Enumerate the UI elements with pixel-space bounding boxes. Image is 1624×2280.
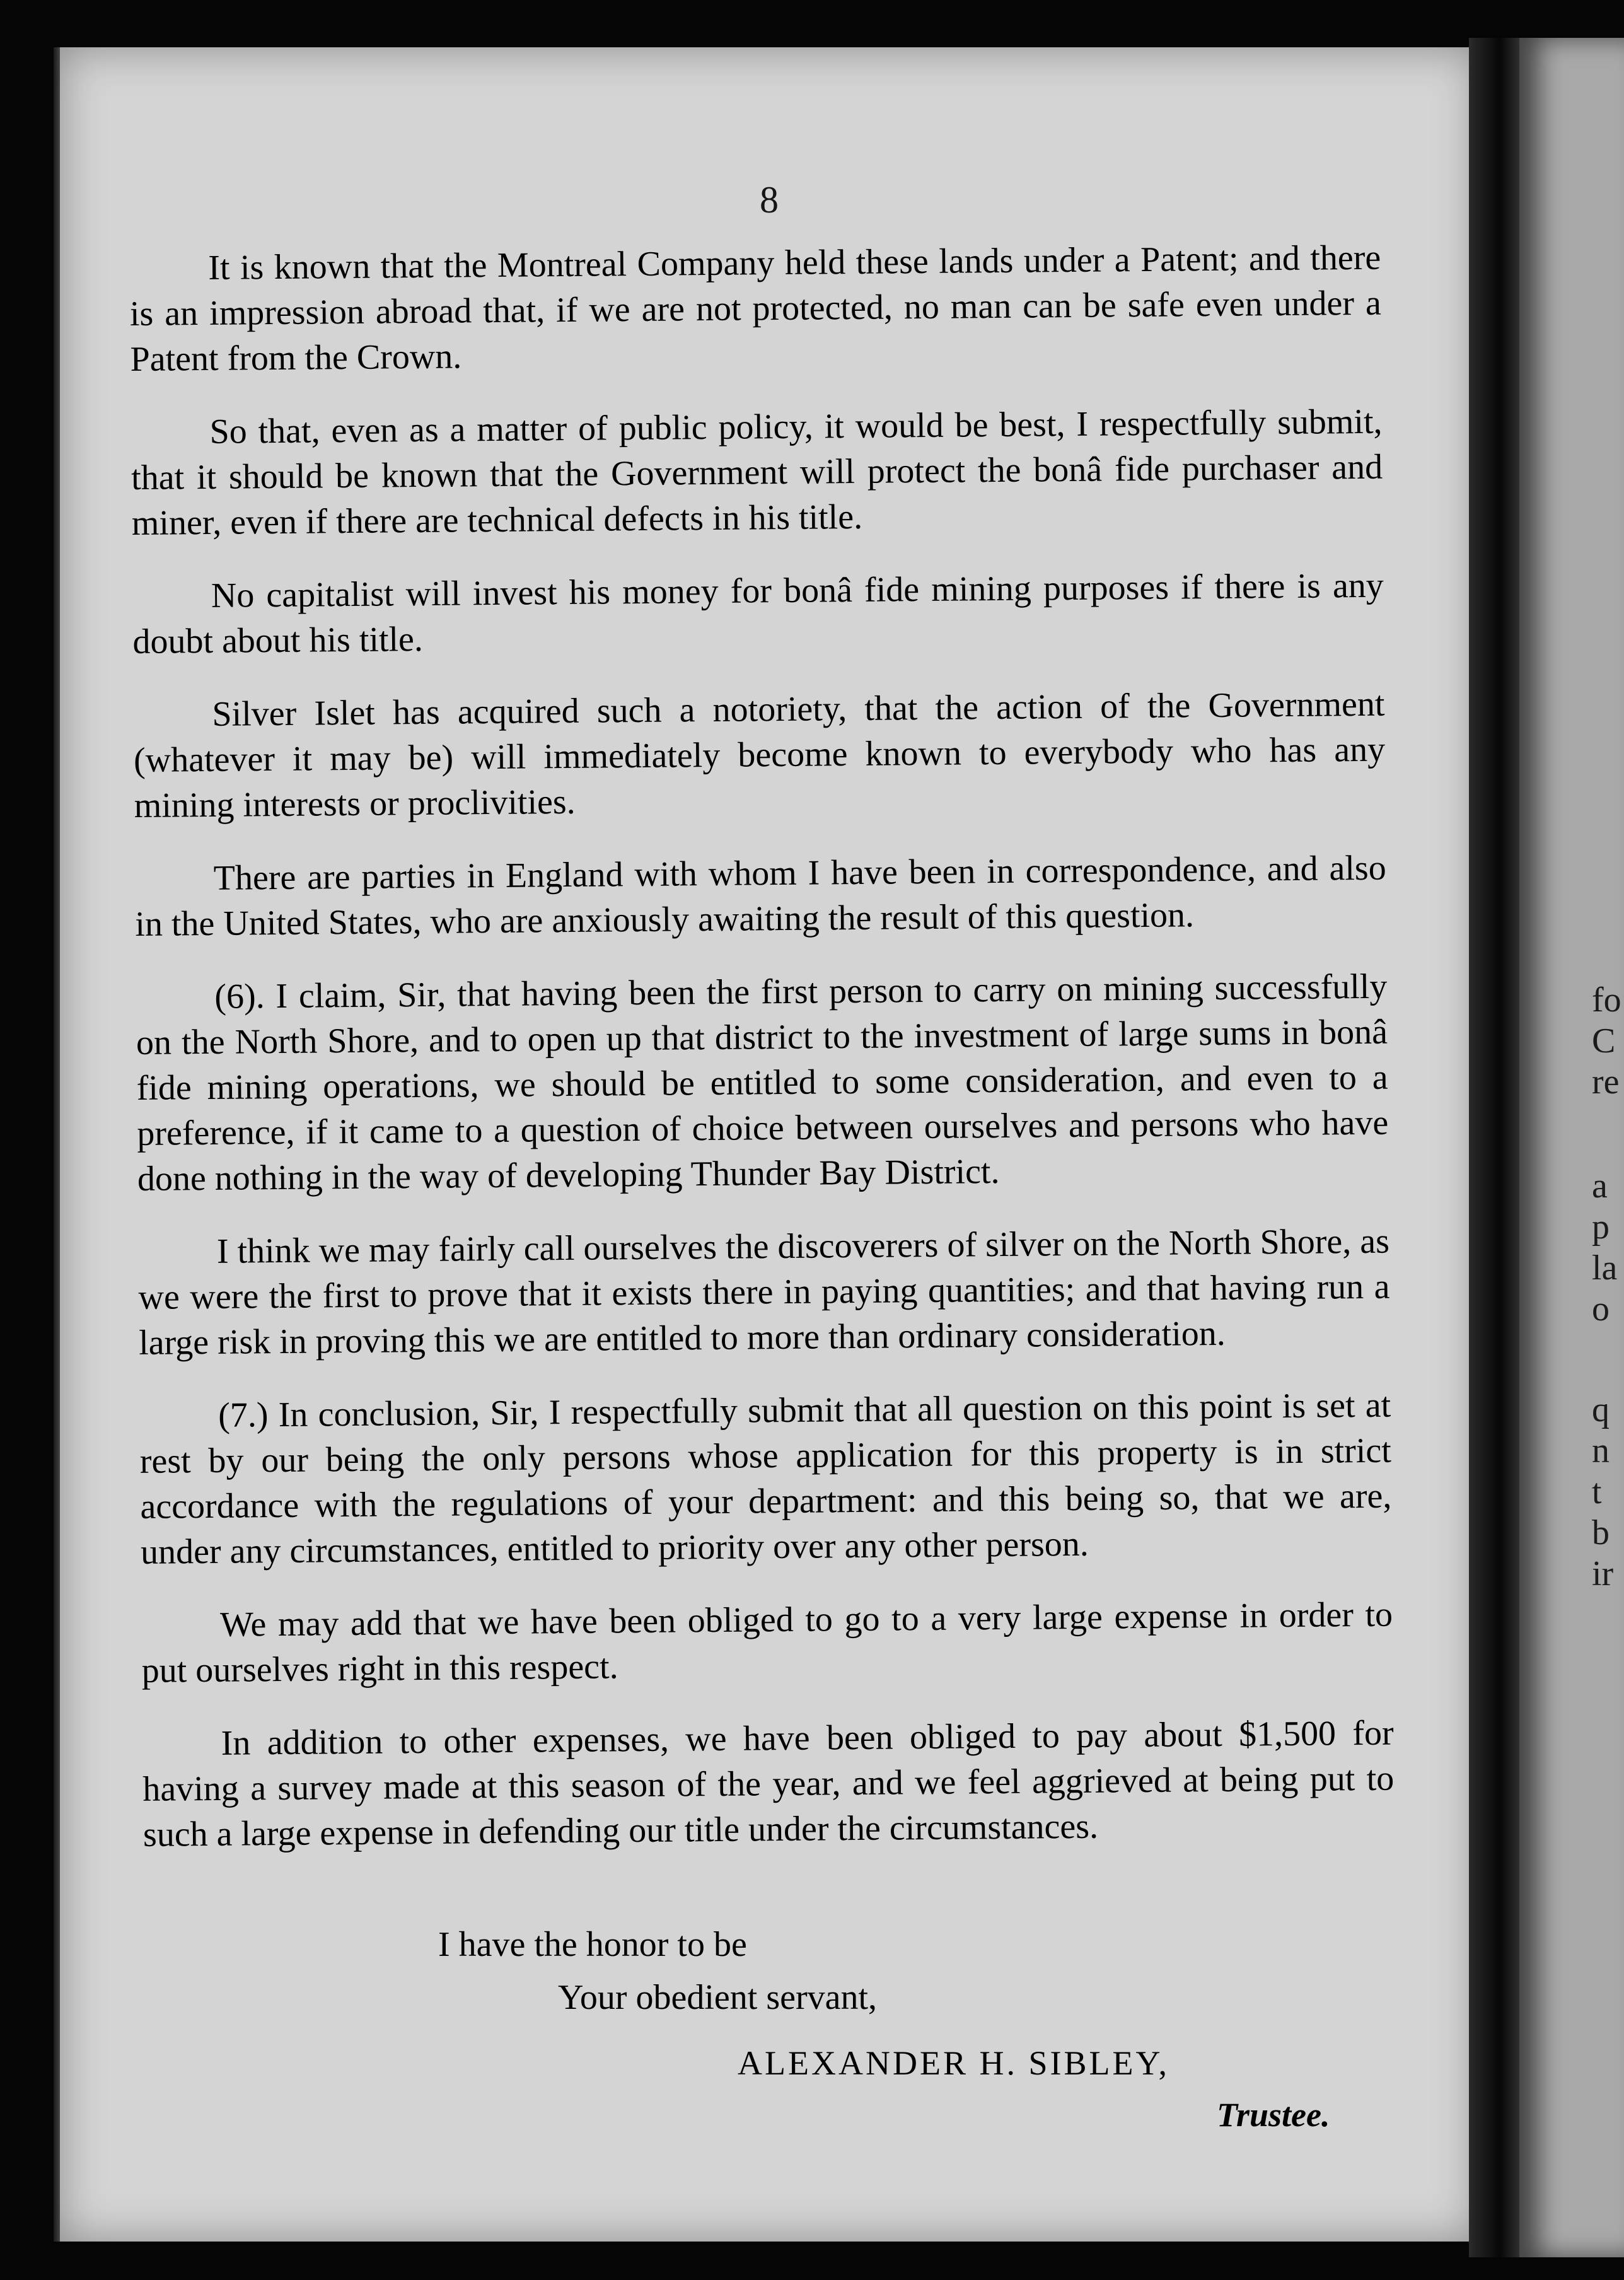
signatory-name: ALEXANDER H. SIBLEY, — [738, 2044, 1169, 2082]
paragraph: Silver Islet has acquired such a notoriety, that the action of the Government (whatever it may be) will immediately become known to everybody who has any mining interests or proclivities. — [133, 684, 1386, 825]
facing-page-fragment: fo — [1592, 980, 1621, 1020]
closing-line: I have the honor to be — [438, 1925, 747, 1964]
paragraph: (6). I claim, Sir, that having been the first person to carry on mining successfully on the North Shore, and to open up that district to the investment of large sums in bonâ fide mining operations, we should be entitled to some consideration, and even to a preference, if it came to a question of choice between ourselves and persons who have done nothing in the way of developing Thunder Bay District. — [136, 967, 1389, 1199]
facing-page-fragment: q — [1592, 1390, 1610, 1429]
facing-page-fragment: re — [1592, 1062, 1620, 1102]
paragraph: I think we may fairly call ourselves the discoverers of silver on the North Shore, as we were the first to prove that it exists there in paying quantities; and that having run a large risk in proving this we are entitled to more than ordinary consideration. — [138, 1221, 1390, 1363]
facing-page-fragment: ir — [1592, 1554, 1614, 1593]
facing-page-fragment: o — [1592, 1289, 1610, 1329]
paragraph: In addition to other expenses, we have been obliged to pay about $1,500 for having a survey made at this season of the year, and we feel aggrieved at being put to such a large expense in defending our title under the circumstances. — [142, 1713, 1395, 1854]
paragraph: (7.) In conclusion, Sir, I respectfully submit that all question on this point is set at rest by our being the only persons whose application for this property is in strict accordance with the regulations of your department: and this being so, that we are, under any circumstances, entitled to priority over any other person. — [139, 1385, 1392, 1572]
facing-page-fragment: C — [1592, 1021, 1616, 1061]
facing-page-edge — [1519, 38, 1624, 2257]
facing-page-fragment: p — [1592, 1207, 1610, 1247]
facing-page-fragment: a — [1592, 1166, 1608, 1206]
paragraph: It is known that the Montreal Company held these lands under a Patent; and there is an impression abroad that, if we are not protected, no man can be safe even under a Patent from the Crown. — [129, 238, 1382, 379]
paragraph: There are parties in England with whom I have been in correspondence, and also in the United States, who are anxiously awaiting the result of this question. — [135, 848, 1386, 944]
closing-line: Your obedient servant, — [558, 1978, 878, 2017]
paragraph: No capitalist will invest his money for bonâ fide mining purposes if there is any doubt about his title. — [132, 566, 1384, 661]
book-gutter — [1469, 38, 1526, 2257]
facing-page-fragment: n — [1592, 1431, 1610, 1470]
facing-page-fragment: b — [1592, 1513, 1610, 1552]
paragraph: So that, even as a matter of public policy, it would be best, I respectfully submit, that it should be known that the Government will protect the bonâ fide purchaser and miner, even if there are technical defects in his title. — [130, 402, 1383, 543]
letter-body — [129, 235, 1395, 1885]
signatory-title: Trustee. — [1217, 2096, 1330, 2134]
facing-page-fragment: la — [1592, 1248, 1618, 1288]
facing-page-fragment: t — [1592, 1472, 1602, 1511]
page-number: 8 — [760, 179, 779, 221]
paragraph: We may add that we have been obliged to go to a very large expense in order to put ourselves right in this respect. — [141, 1595, 1393, 1690]
